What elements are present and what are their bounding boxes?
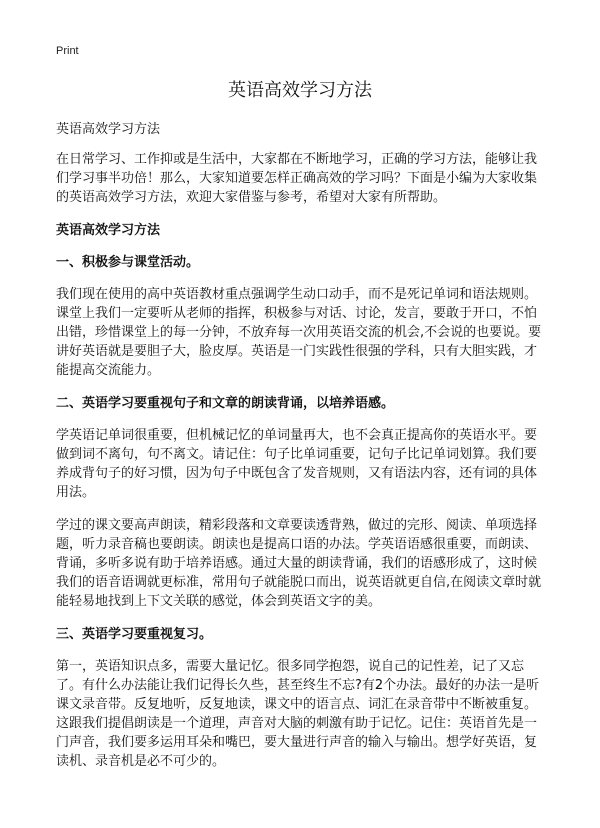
print-link[interactable]: Print (56, 45, 79, 57)
article-body (56, 120, 544, 785)
intro-paragraph: 在日常学习、工作抑或是生活中，大家都在不断地学习，正确的学习方法，能够让我们学习事半功倍！那么，大家知道要怎样正确高效的学习吗？下面是小编为大家收集的英语高效学习方法，欢迎大家借鉴与参考，希望对大家有所帮助。 (56, 152, 538, 205)
section-heading: 一、积极参与课堂活动。 (56, 255, 200, 270)
section-paragraph: 第一，英语知识点多，需要大量记忆。很多同学抱怨，说自己的记性差，记了又忘了。有什么办法能让我们记得长久些，甚至终生不忘?有2个办法。最好的办法一是听课文录音带。反复地听，反复地读，课文中的语言点、词汇在录音带中不断被重复。这跟我们提倡朗读是一个道理，声音对大脑的刺激有助于记忆。记住：英语首先是一门声音，我们要多运用耳朵和嘴巴，要大量进行声音的输入与输出。想学好英语，复读机、录音机是必不可少的。 (56, 659, 540, 769)
page-title: 英语高效学习方法 (228, 80, 372, 101)
section-paragraph: 学英语记单词很重要，但机械记忆的单词量再大，也不会真正提高你的英语水平。要做到词不离句，句不离文。请记住：句子比单词重要，记句子比记单词划算。我们要养成背句子的好习惯，因为句子中既包含了发音规则，又有语法内容，还有词的具体用法。 (56, 428, 538, 500)
section-paragraph: 我们现在使用的高中英语教材重点强调学生动口动手，而不是死记单词和语法规则。课堂上我们一定要听从老师的指挥，积极参与对话、讨论，发言，要敢于开口，不怕出错，珍惜课堂上的每一分钟，不放弃每一次用英语交流的机会,不会说的也要说。要讲好英语就是要胆子大，脸皮厚。英语是一门实践性很强的学科，只有大胆实践，才能提高交流能力。 (56, 287, 542, 378)
article-subtitle: 英语高效学习方法 (56, 122, 161, 137)
section-heading: 英语高效学习方法 (56, 223, 161, 238)
section-heading: 三、英语学习要重视复习。 (56, 627, 213, 642)
section-paragraph: 学过的课文要高声朗读，精彩段落和文章要读透背熟，做过的完形、阅读、单项选择题，听力录音稿也要朗读。朗读也是提高口语的办法。学英语语感很重要，而朗读、背诵，多听多说有助于培养语感。通过大量的朗读背诵，我们的语感形成了，这时候我们的语音语调就更标准，常用句子就能脱口而出，说英语就更自信,在阅读文章时就能轻易地找到上下文关联的感觉，体会到英语文字的美。 (56, 518, 542, 609)
section-heading: 二、英语学习要重视句子和文章的朗读背诵，以培养语感。 (56, 396, 395, 411)
